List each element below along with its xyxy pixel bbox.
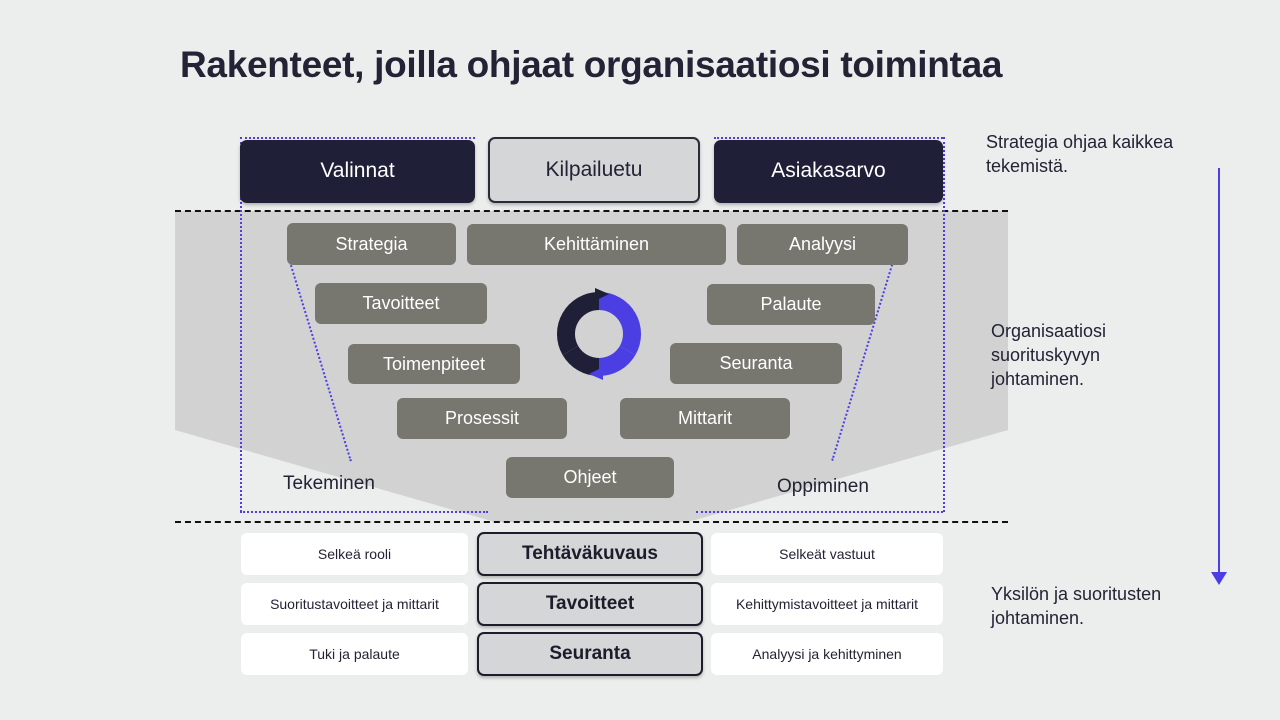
divider-top: [175, 210, 1008, 212]
dotted-bracket-top-right: [714, 137, 943, 139]
middle-box-analyysi[interactable]: [737, 224, 908, 265]
flow-arrow-line: [1218, 168, 1220, 578]
bottom-box-selkea-rooli[interactable]: [241, 533, 468, 575]
middle-box-prosessit-label: Prosessit: [444, 408, 520, 429]
middle-box-toimenpiteet-label: Toimenpiteet: [382, 353, 486, 374]
middle-box-strategia[interactable]: [287, 223, 456, 265]
bottom-box-tavoitteet[interactable]: [477, 582, 703, 626]
top-box-asiakasarvo-label: Asiakasarvo: [771, 159, 886, 183]
middle-box-ohjeet-label: Ohjeet: [563, 467, 617, 488]
middle-box-kehittaminen-label: Kehittäminen: [543, 234, 650, 255]
bottom-box-suoritustavoitteet-label: Suoritustavoitteet ja mittarit: [270, 595, 439, 612]
zone-label-oppiminen: Oppiminen: [777, 476, 869, 497]
divider-bottom: [175, 521, 1008, 523]
bottom-box-selkeat-vastuut[interactable]: [711, 533, 943, 575]
zone-label-tekeminen: Tekeminen: [283, 473, 375, 494]
bottom-box-tavoitteet-label: Tavoitteet: [545, 593, 635, 615]
bottom-box-kehittymistavoitteet-label: Kehittymistavoitteet ja mittarit: [735, 595, 919, 612]
middle-box-seuranta[interactable]: [670, 343, 842, 384]
top-box-valinnat-label: Valinnat: [320, 159, 395, 183]
middle-box-toimenpiteet[interactable]: [348, 344, 520, 384]
dotted-bracket-bottom-right: [696, 511, 943, 513]
bottom-box-seuranta-label: Seuranta: [549, 643, 631, 665]
bottom-box-selkea-rooli-label: Selkeä rooli: [317, 545, 392, 562]
top-box-kilpailuetu[interactable]: [488, 137, 700, 203]
side-note-bottom: Yksilön ja suoritusten johtaminen.: [991, 584, 1162, 628]
middle-box-kehittaminen[interactable]: [467, 224, 726, 265]
top-box-asiakasarvo[interactable]: [714, 140, 943, 203]
dotted-bracket-bottom-left: [240, 511, 488, 513]
bottom-box-analyysi-ja-kehittyminen[interactable]: [711, 633, 943, 675]
middle-box-analyysi-label: Analyysi: [788, 234, 857, 255]
top-box-kilpailuetu-label: Kilpailuetu: [545, 157, 643, 181]
middle-box-ohjeet[interactable]: [506, 457, 674, 498]
side-note-top: Strategia ohjaa kaikkea tekemistä.: [986, 132, 1174, 176]
middle-box-tavoitteet[interactable]: [315, 283, 487, 324]
middle-box-prosessit[interactable]: [397, 398, 567, 439]
bottom-box-analyysi-ja-kehittyminen-label: Analyysi ja kehittyminen: [752, 645, 902, 662]
bottom-box-tuki-ja-palaute[interactable]: [241, 633, 468, 675]
middle-box-palaute-label: Palaute: [760, 294, 822, 315]
bottom-box-selkeat-vastuut-label: Selkeät vastuut: [779, 545, 875, 562]
middle-box-palaute[interactable]: [707, 284, 875, 325]
middle-box-tavoitteet-label: Tavoitteet: [362, 293, 440, 314]
top-box-valinnat[interactable]: [240, 140, 475, 203]
dotted-bracket-right: [943, 137, 945, 512]
bottom-box-suoritustavoitteet[interactable]: [241, 583, 468, 625]
bottom-box-tehtavakuvaus[interactable]: [477, 532, 703, 576]
middle-box-seuranta-label: Seuranta: [719, 353, 793, 374]
middle-box-strategia-label: Strategia: [335, 233, 408, 254]
middle-box-mittarit[interactable]: [620, 398, 790, 439]
side-note-middle: Organisaatiosi suorituskyvyn johtaminen.: [991, 321, 1107, 389]
dotted-bracket-top-left: [240, 137, 475, 139]
bottom-box-seuranta[interactable]: [477, 632, 703, 676]
bottom-box-tuki-ja-palaute-label: Tuki ja palaute: [309, 645, 400, 662]
bottom-box-tehtavakuvaus-label: Tehtäväkuvaus: [522, 543, 658, 565]
cycle-donut-icon: [551, 286, 647, 382]
bottom-box-kehittymistavoitteet[interactable]: [711, 583, 943, 625]
page-title: Rakenteet, joilla ohjaat organisaatiosi toimintaa: [180, 44, 1003, 85]
flow-arrow-head-icon: [1211, 572, 1227, 585]
middle-box-mittarit-label: Mittarit: [678, 408, 732, 429]
